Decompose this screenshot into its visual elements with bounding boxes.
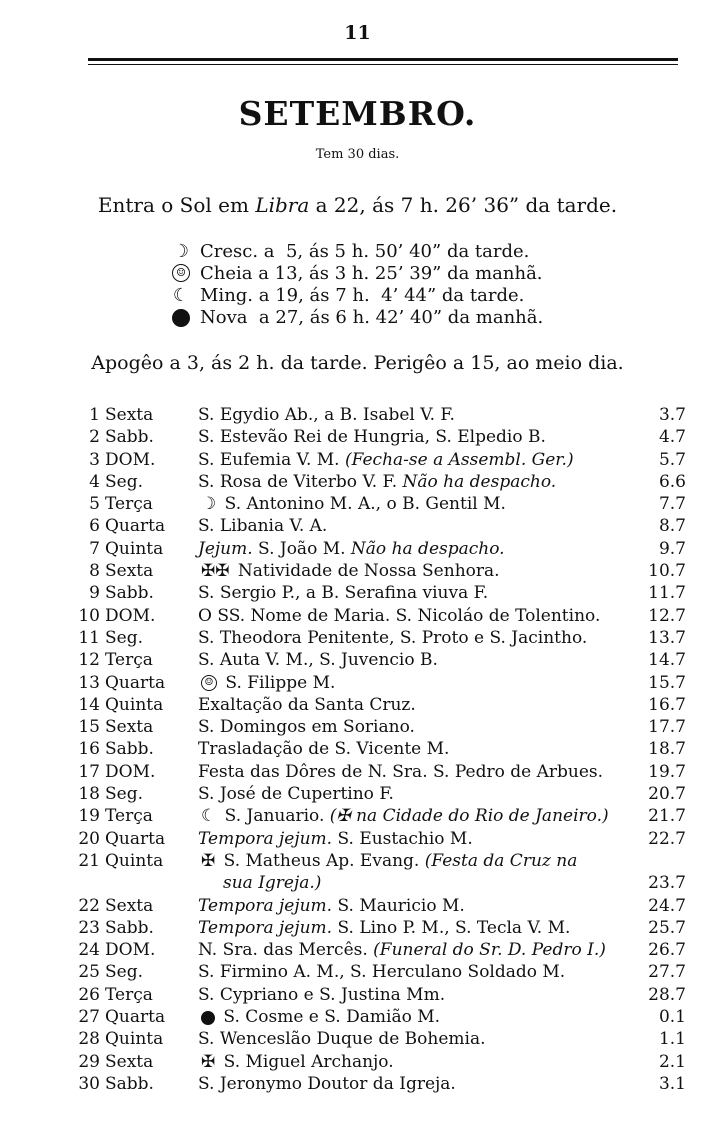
apogee-perigee-line: Apogêo a 3, ás 2 h. da tarde. Perigêo a 15, ao meio dia. — [91, 352, 624, 374]
fast-note: Tempora jejum. — [198, 895, 333, 916]
weekday: Quinta — [105, 694, 164, 715]
saint-text: Festa das Dôres de N. Sra. S. Pedro de Arbues. — [198, 761, 604, 782]
calendar-row — [78, 783, 686, 805]
weekday: Quarta — [105, 1007, 166, 1028]
day-entry — [198, 850, 577, 872]
fast-note: Tempora jejum. — [198, 917, 333, 938]
saint-text: S. Januario. — [224, 806, 325, 827]
day-value: 1.1 — [658, 1029, 686, 1050]
sun-entry-suffix: a 22, ás 7 h. 26’ 36” da tarde. — [309, 193, 618, 217]
day-number: 20 — [78, 828, 100, 849]
weekday: Sabb. — [105, 917, 154, 938]
day-number: 13 — [78, 672, 100, 693]
weekday: DOM. — [105, 449, 156, 470]
day-value: 4.7 — [658, 427, 686, 448]
italic-note-continued: sua Igreja.) — [223, 872, 322, 893]
day-number: 30 — [78, 1073, 100, 1094]
saint-text: S. Egydio Ab., a B. Isabel V. F. — [198, 405, 455, 425]
calendar-row — [78, 1028, 686, 1050]
day-entry — [198, 605, 600, 627]
day-entry — [198, 984, 445, 1006]
weekday: DOM. — [105, 940, 156, 961]
day-value: 3.7 — [658, 405, 686, 425]
calendar-row — [78, 850, 686, 895]
day-value: 16.7 — [648, 694, 686, 715]
day-value: 21.7 — [648, 806, 686, 827]
day-value: 0.1 — [658, 1007, 686, 1028]
saint-text: S. Auta V. M., S. Juvencio B. — [198, 650, 438, 671]
calendar-row — [78, 716, 686, 738]
day-number: 3 — [89, 449, 100, 470]
weekday: Sexta — [105, 1051, 154, 1072]
weekday: Sabb. — [105, 583, 154, 604]
moon-phase-label: Cresc. a 5, ás 5 h. 50’ 40” da tarde. — [200, 241, 530, 262]
day-value: 7.7 — [658, 494, 686, 515]
cross-icon: ✠ — [201, 1051, 216, 1072]
day-number: 12 — [78, 650, 100, 671]
day-value: 20.7 — [648, 784, 686, 805]
saint-text: S. Eufemia V. M. — [198, 449, 340, 470]
day-value: 5.7 — [658, 449, 686, 470]
moon-phase-label: Nova a 27, ás 6 h. 42’ 40” da manhã. — [200, 307, 544, 328]
day-entry — [198, 1073, 456, 1095]
day-entry — [198, 805, 609, 827]
calendar-row — [78, 538, 686, 560]
calendar-row — [78, 672, 686, 694]
day-value: 10.7 — [648, 561, 686, 582]
day-value: 11.7 — [648, 583, 686, 604]
new-moon-icon — [201, 1011, 215, 1025]
saint-text: S. Estevão Rei de Hungria, S. Elpedio B. — [198, 427, 546, 448]
day-entry — [198, 961, 565, 983]
weekday: Seg. — [105, 627, 143, 648]
day-entry — [198, 828, 473, 850]
sun-entry-prefix: Entra o Sol em — [97, 193, 256, 217]
day-number: 23 — [78, 917, 100, 938]
day-value: 25.7 — [648, 917, 686, 938]
calendar-row — [78, 1073, 686, 1095]
day-number: 25 — [78, 962, 100, 983]
day-entry — [198, 738, 449, 760]
saint-text: O SS. Nome de Maria. S. Nicoláo de Tolentino. — [198, 605, 601, 626]
day-entry — [198, 649, 438, 671]
calendar-row — [78, 582, 686, 604]
crescent-moon-icon: ☽ — [172, 241, 190, 262]
saint-text: S. Miguel Archanjo. — [223, 1051, 394, 1072]
weekday: Quarta — [105, 672, 166, 693]
saint-text: N. Sra. das Mercês. — [198, 940, 368, 961]
weekday: Sabb. — [105, 739, 154, 760]
day-entry — [198, 716, 415, 738]
day-number: 26 — [78, 984, 100, 1005]
day-number: 17 — [78, 761, 100, 782]
day-value: 24.7 — [648, 895, 686, 916]
weekday: Sabb. — [105, 1073, 154, 1094]
full-moon-icon: ☺ — [201, 675, 217, 691]
weekday: Quinta — [105, 538, 164, 559]
calendar-row — [78, 738, 686, 760]
calendar-row — [78, 917, 686, 939]
new-moon-icon — [172, 309, 190, 327]
day-value: 3.1 — [658, 1073, 686, 1094]
day-number: 8 — [89, 561, 100, 582]
saint-text: Natividade de Nossa Senhora. — [237, 561, 500, 582]
day-value: 13.7 — [648, 627, 686, 648]
calendar-row — [78, 939, 686, 961]
saint-text: S. Eustachio M. — [337, 828, 473, 849]
saint-text: S. Domingos em Soriano. — [198, 717, 415, 738]
day-entry — [198, 515, 327, 537]
calendar-row — [78, 471, 686, 493]
day-value: 12.7 — [648, 605, 686, 626]
fast-note: Tempora jejum. — [198, 828, 333, 849]
italic-note: Não ha despacho. — [402, 471, 557, 492]
day-number: 15 — [78, 717, 100, 738]
calendar-row — [78, 805, 686, 827]
calendar-row — [78, 961, 686, 983]
day-entry — [198, 627, 587, 649]
day-value: 19.7 — [648, 761, 686, 782]
calendar-row — [78, 984, 686, 1006]
day-number: 7 — [89, 538, 100, 559]
day-value: 27.7 — [648, 962, 686, 983]
day-value: 8.7 — [658, 516, 686, 537]
day-entry — [198, 560, 500, 582]
weekday: DOM. — [105, 761, 156, 782]
moon-phase-label: Ming. a 19, ás 7 h. 4’ 44” da tarde. — [200, 285, 525, 306]
saint-text: S. Theodora Penitente, S. Proto e S. Jacintho. — [198, 627, 588, 648]
day-entry — [198, 917, 570, 939]
saint-text: S. Sergio P., a B. Serafina viuva F. — [198, 583, 489, 604]
fast-note: Jejum. — [198, 538, 253, 559]
day-value: 15.7 — [648, 672, 686, 693]
day-entry — [198, 783, 394, 805]
full-moon-icon: ☺ — [172, 264, 190, 282]
day-entry — [198, 471, 556, 493]
day-entry — [198, 895, 465, 917]
calendar-row — [78, 1006, 686, 1028]
day-value: 9.7 — [658, 538, 686, 559]
day-value: 26.7 — [648, 940, 686, 961]
saint-text: S. Jeronymo Doutor da Igreja. — [198, 1073, 456, 1094]
weekday: Seg. — [105, 471, 143, 492]
day-number: 22 — [78, 895, 100, 916]
weekday: Sexta — [105, 561, 154, 582]
day-value: 18.7 — [648, 739, 686, 760]
day-entry — [198, 426, 546, 448]
day-entry — [198, 1006, 440, 1028]
day-number: 24 — [78, 940, 100, 961]
weekday: Seg. — [105, 784, 143, 805]
day-number: 1 — [89, 405, 100, 425]
calendar-row — [78, 828, 686, 850]
month-days-count: Tem 30 dias. — [315, 147, 400, 162]
saint-text: S. José de Cupertino F. — [198, 784, 394, 805]
saint-text: S. Wenceslão Duque de Bohemia. — [198, 1029, 486, 1050]
cross-icon: ✠✠ — [201, 561, 230, 582]
weekday: Sexta — [105, 717, 154, 738]
day-entry — [198, 939, 606, 961]
day-number: 28 — [78, 1029, 100, 1050]
day-number: 21 — [78, 850, 100, 871]
weekday: Sabb. — [105, 427, 154, 448]
day-number: 14 — [78, 694, 100, 715]
saint-text: S. Mauricio M. — [337, 895, 465, 916]
calendar-row — [78, 627, 686, 649]
weekday: Sexta — [105, 895, 154, 916]
saint-text: Exaltação da Santa Cruz. — [198, 694, 416, 715]
saint-text: S. Libania V. A. — [198, 516, 328, 537]
day-number: 5 — [89, 494, 100, 515]
weekday: Quinta — [105, 850, 164, 871]
calendar-row — [78, 426, 686, 448]
calendar-row — [78, 761, 686, 783]
day-entry — [198, 672, 335, 694]
day-value: 2.1 — [658, 1051, 686, 1072]
day-entry — [198, 1028, 486, 1050]
day-value: 17.7 — [648, 717, 686, 738]
moon-phase-row — [170, 263, 610, 285]
saint-text: S. Antonino M. A., o B. Gentil M. — [224, 494, 506, 515]
waning-moon-icon: ☾ — [172, 285, 190, 306]
saint-text: S. Cosme e S. Damião M. — [223, 1007, 441, 1028]
day-value: 23.7 — [648, 872, 686, 893]
calendar-row — [78, 1051, 686, 1073]
calendar-row — [78, 493, 686, 515]
day-number: 2 — [89, 427, 100, 448]
saint-text: S. João M. — [258, 538, 346, 559]
calendar-row — [78, 895, 686, 917]
saint-text: S. Lino P. M., S. Tecla V. M. — [337, 917, 571, 938]
saint-text: S. Rosa de Viterbo V. F. — [198, 471, 398, 492]
calendar-list — [78, 404, 686, 1095]
saint-text: S. Cypriano e S. Justina Mm. — [198, 984, 446, 1005]
day-entry — [198, 694, 416, 716]
zodiac-sign: Libra — [255, 193, 310, 217]
weekday: Terça — [105, 984, 153, 1005]
page-number: 11 — [344, 22, 371, 44]
day-number: 10 — [78, 605, 100, 626]
italic-note: (✠ na Cidade do Rio de Janeiro.) — [329, 806, 609, 827]
weekday: Quarta — [105, 516, 166, 537]
day-value: 6.6 — [658, 471, 686, 492]
waning-moon-icon: ☾ — [201, 806, 217, 827]
calendar-row — [78, 404, 686, 426]
saint-text: Trasladação de S. Vicente M. — [198, 739, 450, 760]
saint-text: S. Firmino A. M., S. Herculano Soldado M. — [198, 962, 566, 983]
weekday: Terça — [105, 650, 153, 671]
weekday: DOM. — [105, 605, 156, 626]
day-entry — [198, 404, 455, 426]
moon-phases — [170, 241, 610, 329]
weekday: Sexta — [105, 405, 154, 425]
crescent-moon-icon: ☽ — [201, 494, 217, 515]
day-entry — [198, 493, 506, 515]
italic-note: Não ha despacho. — [350, 538, 505, 559]
header-rule-thin — [88, 64, 678, 65]
moon-phase-label: Cheia a 13, ás 3 h. 25’ 39” da manhã. — [200, 263, 543, 284]
day-number: 27 — [78, 1007, 100, 1028]
day-number: 11 — [78, 627, 100, 648]
day-number: 4 — [89, 471, 100, 492]
month-title: SETEMBRO. — [238, 94, 477, 133]
moon-phase-row — [170, 285, 610, 307]
calendar-row — [78, 560, 686, 582]
day-number: 6 — [89, 516, 100, 537]
weekday: Quinta — [105, 1029, 164, 1050]
cross-icon: ✠ — [201, 850, 216, 871]
day-number: 19 — [78, 806, 100, 827]
day-entry — [198, 1051, 394, 1073]
day-entry — [198, 449, 574, 471]
weekday: Seg. — [105, 962, 143, 983]
calendar-row — [78, 515, 686, 537]
calendar-row — [78, 694, 686, 716]
sun-entry-line — [0, 193, 715, 217]
day-value: 22.7 — [648, 828, 686, 849]
day-value: 14.7 — [648, 650, 686, 671]
saint-text: S. Matheus Ap. Evang. — [223, 850, 420, 871]
moon-phase-row — [170, 241, 610, 263]
saint-text: S. Filippe M. — [225, 672, 336, 693]
italic-note: (Funeral do Sr. D. Pedro I.) — [373, 940, 606, 961]
day-number: 9 — [89, 583, 100, 604]
weekday: Terça — [105, 806, 153, 827]
day-number: 16 — [78, 739, 100, 760]
day-entry — [198, 538, 505, 560]
header-rule-thick — [88, 58, 678, 61]
calendar-row — [78, 649, 686, 671]
day-entry — [198, 761, 603, 783]
weekday: Terça — [105, 494, 153, 515]
day-number: 29 — [78, 1051, 100, 1072]
day-entry — [198, 582, 488, 604]
italic-note: (Fecha-se a Assembl. Ger.) — [344, 449, 574, 470]
day-number: 18 — [78, 784, 100, 805]
weekday: Quarta — [105, 828, 166, 849]
day-value: 28.7 — [648, 984, 686, 1005]
moon-phase-row — [170, 307, 610, 329]
italic-note: (Festa da Cruz na — [424, 850, 578, 871]
calendar-row — [78, 605, 686, 627]
calendar-row — [78, 449, 686, 471]
